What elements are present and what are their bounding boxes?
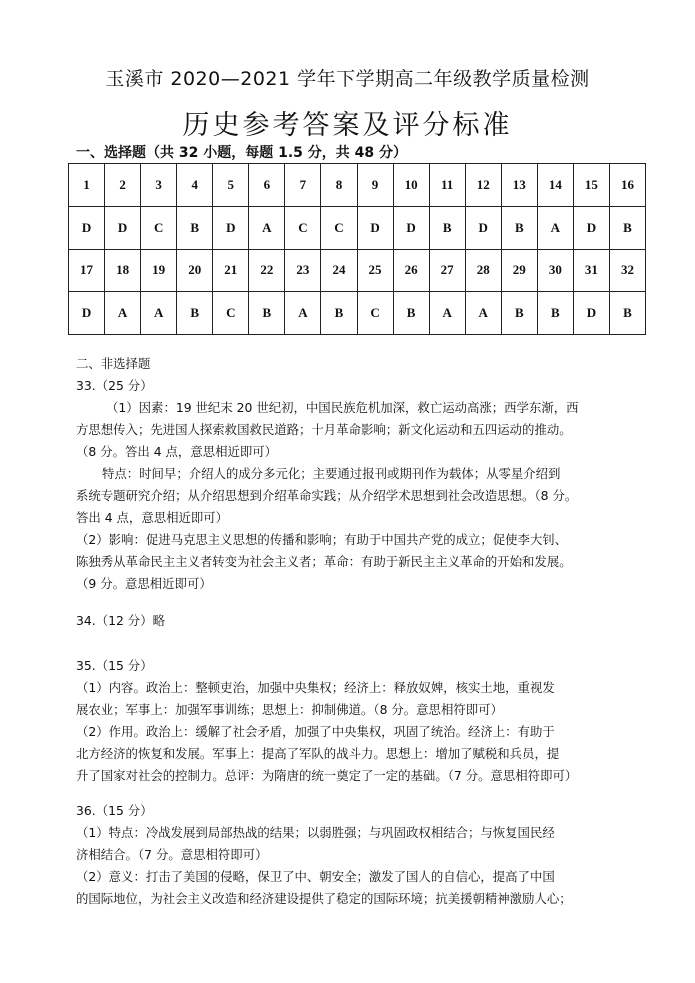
q35-line: 展农业；军事上：加强军事训练；思想上：抑制佛道。（8 分。意思相符即可） [76, 702, 503, 717]
answer-cell: B [537, 292, 573, 335]
q33-line: （8 分。答出 4 点，意思相近即可） [76, 444, 278, 459]
answer-cell: C [357, 292, 393, 335]
question-number-cell: 1 [69, 164, 105, 207]
answer-cell: A [429, 292, 465, 335]
answer-cell: B [177, 206, 213, 249]
q35-line: （1）内容。政治上：整顿吏治，加强中央集权；经济上：释放奴婢，核实土地，重视发 [76, 680, 555, 695]
answer-cell: D [105, 206, 141, 249]
q36-head: 36.（15 分） [76, 803, 153, 818]
question-number-cell: 23 [285, 249, 321, 292]
question-number-cell: 12 [465, 164, 501, 207]
answer-cell: D [69, 206, 105, 249]
answer-cell: C [285, 206, 321, 249]
document-title: 历史参考答案及评分标准 [182, 110, 513, 141]
question-number-cell: 9 [357, 164, 393, 207]
q33-line: （1）因素：19 世纪末 20 世纪初，中国民族危机加深，救亡运动高涨；西学东渐，西 [106, 400, 579, 415]
answer-cell: C [213, 292, 249, 335]
question-number-cell: 8 [321, 164, 357, 207]
q36-line: 济相结合。（7 分。意思相符即可） [76, 847, 268, 862]
answer-cell: D [573, 206, 609, 249]
question-number-cell: 15 [573, 164, 609, 207]
q33-line: （2）影响：促进马克思主义思想的传播和影响；有助于中国共产党的成立；促使李大钊、 [76, 532, 568, 547]
answer-cell: B [393, 292, 429, 335]
answer-cell: A [105, 292, 141, 335]
q36-block [76, 800, 636, 910]
question-number-cell: 10 [393, 164, 429, 207]
q33-line: （9 分。意思相近即可） [76, 576, 212, 591]
question-number-cell: 26 [393, 249, 429, 292]
q36-line: 的国际地位，为社会主义改造和经济建设提供了稳定的国际环境；抗美援朝精神激励人心； [76, 891, 572, 906]
question-number-row [69, 249, 646, 292]
question-number-cell: 32 [609, 249, 645, 292]
question-number-cell: 16 [609, 164, 645, 207]
answer-cell: A [141, 292, 177, 335]
question-number-cell: 28 [465, 249, 501, 292]
question-number-cell: 29 [501, 249, 537, 292]
question-number-cell: 27 [429, 249, 465, 292]
section-1-title: 一、选择题（共 32 小题，每题 1.5 分，共 48 分） [76, 145, 408, 161]
q33-line: 特点：时间早；介绍人的成分多元化；主要通过报刊或期刊作为载体；从零星介绍到 [102, 466, 561, 481]
question-number-row [69, 164, 646, 207]
question-number-cell: 7 [285, 164, 321, 207]
answer-cell: D [357, 206, 393, 249]
q35-line: 升了国家对社会的控制力。总评：为隋唐的统一奠定了一定的基础。（7 分。意思相符即可） [76, 768, 578, 783]
answer-cell: B [609, 206, 645, 249]
answer-cell: A [465, 292, 501, 335]
question-number-cell: 20 [177, 249, 213, 292]
q35-line: （2）作用。政治上：缓解了社会矛盾，加强了中央集权，巩固了统治。经济上：有助于 [76, 724, 555, 739]
q36-line: （2）意义：打击了美国的侵略，保卫了中、朝安全；激发了国人的自信心，提高了中国 [76, 869, 555, 884]
question-number-cell: 21 [213, 249, 249, 292]
answer-cell: D [213, 206, 249, 249]
answer-cell: A [537, 206, 573, 249]
answer-cell: D [573, 292, 609, 335]
question-number-cell: 11 [429, 164, 465, 207]
question-number-cell: 31 [573, 249, 609, 292]
question-number-cell: 13 [501, 164, 537, 207]
answer-cell: B [321, 292, 357, 335]
answer-cell: B [177, 292, 213, 335]
answer-cell: D [393, 206, 429, 249]
answer-cell: B [249, 292, 285, 335]
question-number-cell: 6 [249, 164, 285, 207]
q33-block [76, 375, 636, 595]
q36-line: （1）特点：冷战发展到局部热战的结果；以弱胜强；与巩固政权相结合；与恢复国民经 [76, 825, 555, 840]
question-number-cell: 22 [249, 249, 285, 292]
answer-cell: C [141, 206, 177, 249]
answer-cell: B [501, 292, 537, 335]
exam-header: 玉溪市 2020—2021 学年下学期高二年级教学质量检测 [105, 68, 590, 90]
question-number-cell: 18 [105, 249, 141, 292]
q35-line: 北方经济的恢复和发展。军事上：提高了军队的战斗力。思想上：增加了赋税和兵员，提 [76, 746, 560, 761]
question-number-cell: 5 [213, 164, 249, 207]
answer-cell: B [501, 206, 537, 249]
answer-cell: D [465, 206, 501, 249]
answer-cell: B [609, 292, 645, 335]
q33-line: 系统专题研究介绍；从介绍思想到介绍革命实践；从介绍学术思想到社会改造思想。（8 分。 [76, 488, 578, 503]
answer-cell: D [69, 292, 105, 335]
answer-cell: B [429, 206, 465, 249]
question-number-cell: 4 [177, 164, 213, 207]
question-number-cell: 24 [321, 249, 357, 292]
question-number-cell: 3 [141, 164, 177, 207]
answer-row [69, 292, 646, 335]
question-number-cell: 30 [537, 249, 573, 292]
section-2-title: 二、非选择题 [76, 356, 151, 371]
q35-head: 35.（15 分） [76, 658, 153, 673]
question-number-cell: 19 [141, 249, 177, 292]
question-number-cell: 25 [357, 249, 393, 292]
question-number-cell: 2 [105, 164, 141, 207]
answer-cell: C [321, 206, 357, 249]
q33-line: 答出 4 点，意思相近即可） [76, 510, 229, 525]
question-number-cell: 14 [537, 164, 573, 207]
q35-block [76, 655, 636, 787]
answer-cell: A [249, 206, 285, 249]
answer-table [68, 163, 646, 335]
question-number-cell: 17 [69, 249, 105, 292]
answer-row [69, 206, 646, 249]
q33-head: 33.（25 分） [76, 378, 153, 393]
answer-cell: A [285, 292, 321, 335]
q34-head: 34.（12 分）略 [76, 613, 165, 628]
q33-line: 陈独秀从革命民主主义者转变为社会主义者；革命：有助于新民主主义革命的开始和发展。 [76, 554, 572, 569]
q33-line: 方思想传入；先进国人探索救国救民道路；十月革命影响；新文化运动和五四运动的推动。 [76, 422, 572, 437]
